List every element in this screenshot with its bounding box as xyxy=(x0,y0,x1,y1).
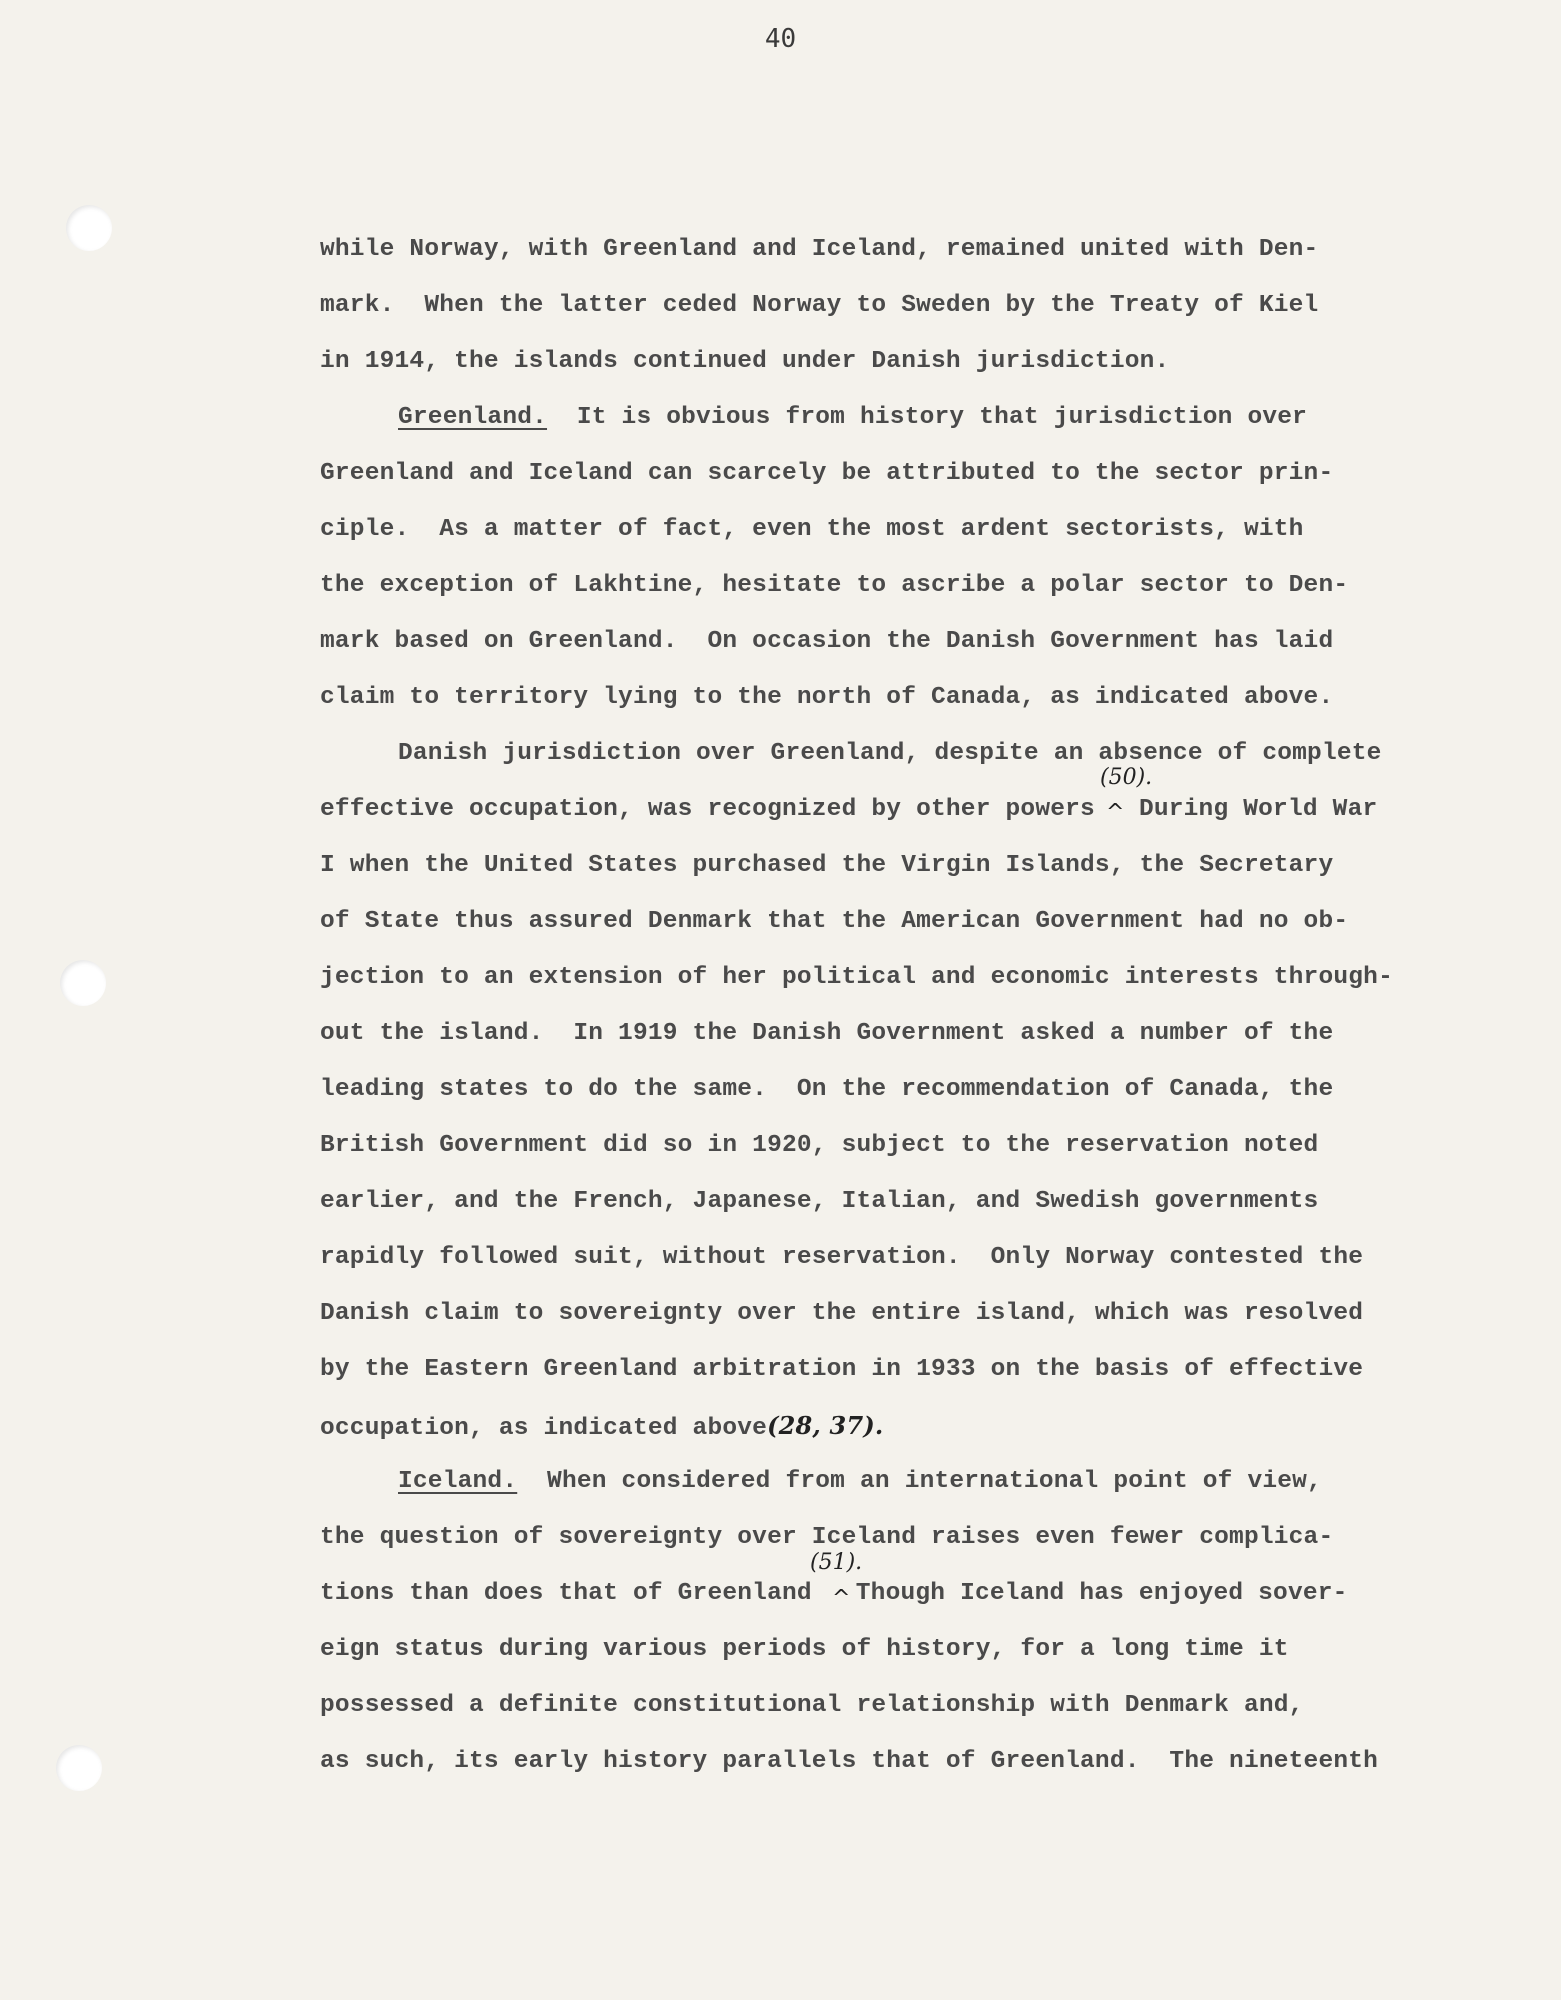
insertion-caret-icon: ^ xyxy=(1106,800,1125,825)
punch-hole-middle xyxy=(60,960,106,1006)
text-line: by the Eastern Greenland arbitration in 1933 on the basis of effective xyxy=(320,1356,1364,1383)
text-span: Though Iceland has enjoyed sover- xyxy=(855,1580,1348,1607)
text-line: mark based on Greenland. On occasion the Danish Government has laid xyxy=(320,628,1334,655)
text-line: in 1914, the islands continued under Danish jurisdiction. xyxy=(320,348,1170,375)
text-line xyxy=(320,1411,883,1444)
text-line: rapidly followed suit, without reservation. Only Norway contested the xyxy=(320,1244,1364,1271)
handwritten-reference-28-37: (28, 37). xyxy=(767,1411,884,1440)
text-span: occupation, as indicated above xyxy=(320,1415,768,1442)
text-line: British Government did so in 1920, subject to the reservation noted xyxy=(320,1132,1319,1159)
text-line: of State thus assured Denmark that the American Government had no ob- xyxy=(320,908,1349,935)
text-line xyxy=(398,403,1307,433)
text-line: out the island. In 1919 the Danish Government asked a number of the xyxy=(320,1020,1334,1047)
text-line: Danish jurisdiction over Greenland, despite an absence of complete xyxy=(398,740,1382,767)
text-span: It is obvious from history that jurisdiction over xyxy=(547,404,1308,431)
text-line xyxy=(320,795,1377,825)
handwritten-footnote-51: (51). xyxy=(810,1550,863,1575)
text-line: the question of sovereignty over Iceland raises even fewer complica- xyxy=(320,1524,1334,1551)
page-number: 40 xyxy=(764,24,797,54)
text-line: leading states to do the same. On the recommendation of Canada, the xyxy=(320,1076,1334,1103)
text-span: tions than does that of Greenland xyxy=(320,1580,812,1607)
text-line xyxy=(398,1467,1322,1497)
text-span: During World War xyxy=(1138,796,1378,823)
text-line: I when the United States purchased the Virgin Islands, the Secretary xyxy=(320,852,1334,879)
section-heading-iceland: Iceland. xyxy=(398,1468,518,1495)
text-line: claim to territory lying to the north of Canada, as indicated above. xyxy=(320,684,1334,711)
punch-hole-top xyxy=(66,205,112,251)
insertion-caret-icon: ^ xyxy=(832,1586,851,1611)
text-line: while Norway, with Greenland and Iceland, remained united with Den- xyxy=(320,236,1319,263)
text-line: mark. When the latter ceded Norway to Sweden by the Treaty of Kiel xyxy=(320,292,1319,319)
text-line: ciple. As a matter of fact, even the most ardent sectorists, with xyxy=(320,516,1304,543)
text-line: eign status during various periods of history, for a long time it xyxy=(320,1636,1289,1663)
text-line: the exception of Lakhtine, hesitate to ascribe a polar sector to Den- xyxy=(320,572,1349,599)
text-line: possessed a definite constitutional relationship with Denmark and, xyxy=(320,1692,1304,1719)
text-line: jection to an extension of her political and economic interests through- xyxy=(320,964,1393,991)
text-line: Danish claim to sovereignty over the entire island, which was resolved xyxy=(320,1300,1364,1327)
text-line: Greenland and Iceland can scarcely be attributed to the sector prin- xyxy=(320,460,1334,487)
text-line: earlier, and the French, Japanese, Italian, and Swedish governments xyxy=(320,1188,1319,1215)
section-heading-greenland: Greenland. xyxy=(398,404,548,431)
punch-hole-bottom xyxy=(56,1745,102,1791)
handwritten-footnote-50: (50). xyxy=(1100,765,1153,790)
text-line: as such, its early history parallels that of Greenland. The nineteenth xyxy=(320,1748,1379,1775)
text-span: effective occupation, was recognized by other powers xyxy=(320,796,1095,823)
text-span: When considered from an international point of view, xyxy=(517,1468,1322,1495)
